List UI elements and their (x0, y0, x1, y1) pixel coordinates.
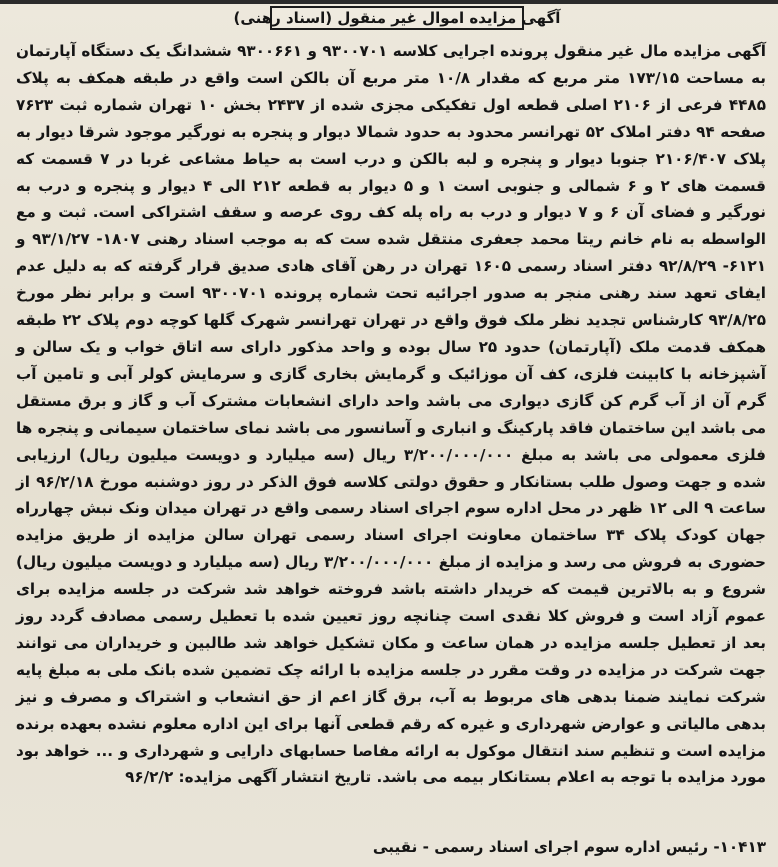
notice-heading: آگهی مزایده اموال غیر منقول (اسناد رهنی) (270, 6, 524, 30)
notice-signature: ۱۰۴۱۳- رئیس اداره سوم اجرای اسناد رسمی - نقیبی (372, 838, 766, 856)
top-border (0, 0, 778, 4)
notice-body: آگهی مزایده مال غیر منقول پرونده اجرایی کلاسه ۹۳۰۰۷۰۱ و ۹۳۰۰۶۶۱ ششدانگ یک دستگاه آپارتمان به مساحت ۱۷۳/۱۵ متر مربع که مقدار ۱۰/۸ متر مربع آن بالکن است واقع در طبقه همکف به پلاک ۴۴۸۵ فرعی از ۲۱۰۶ اصلی قطعه اول تفکیکی مجزی شده از ۲۴۳۷ بخش ۱۰ تهران شماره ثبت ۷۶۲۳ صفحه ۹۴ دفتر املاک ۵۲ تهرانسر محدود به حدود شمالا دیوار و پنجره به نورگیر موجود شرقا دیوار به پلاک ۲۱۰۶/۴۰۷ جنوبا دیوار و پنجره و لبه بالکن و درب است به حیاط مشاعی غربا در ۷ قسمت که قسمت های ۲ و ۶ شمالی و جنوبی است ۱ و ۵ دیوار به قطعه ۲۱۲ الی ۴ دیوار و پنجره و درب به نورگیر و فضای آن ۶ و ۷ دیوار و درب به راه پله کف روی عرصه و سقف اشتراکی است. ثبت و مع الواسطه به نام خانم ریتا محمد جعفری منتقل شده ست که به موجب اسناد رهنی ۱۸۰۷- ۹۳/۱/۲۷ و ۶۱۲۱- ۹۲/۸/۲۹ دفتر اسناد رسمی ۱۶۰۵ تهران در رهن آقای هادی صدیق قرار گرفته که به دلیل عدم ایفای تعهد سند رهنی منجر به صدور اجرائیه تحت شماره پرونده ۹۳۰۰۷۰۱ است و برابر نظر مورخ ۹۳/۸/۲۵ کارشناس تجدید نظر ملک فوق واقع در تهران تهرانسر شهرک گلها کوچه دوم پلاک ۲۲ طبقه همکف قدمت ملک (آپارتمان) حدود ۲۵ سال بوده و واحد مذکور دارای سه اتاق خواب و یک سالن و آشپزخانه با کابینت فلزی، کف آن موزائیک و گرمایش بخاری گازی و سرمایش کولر آبی و تامین آب گرم آن از آب گرم کن گازی دیواری می باشد واحد دارای انشعابات مشترک آب و گاز و برق مستقل می باشد این ساختمان فاقد پارکینگ و انباری و آسانسور می باشد نمای ساختمان سیمانی و پنجره ها فلزی معمولی می باشد به مبلغ ۳/۲۰۰/۰۰۰/۰۰۰ ریال (سه میلیارد و دویست میلیون ریال) ارزیابی شده و جهت وصول طلب بستانکار و حقوق دولتی کلاسه فوق الذکر در روز دوشنبه مورخ ۹۶/۲/۱۸ از ساعت ۹ الی ۱۲ ظهر در محل اداره سوم اجرای اسناد رسمی واقع در تهران میدان ونک نبش چهارراه جهان کودک پلاک ۳۴ ساختمان معاونت اجرای اسناد رسمی تهران سالن مزایده از طریق مزایده حضوری به فروش می رسد و مزایده از مبلغ ۳/۲۰۰/۰۰۰/۰۰۰ ریال (سه میلیارد و دویست میلیون ریال) شروع و به بالاترین قیمت که خریدار داشته باشد فروخته خواهد شد شرکت در جلسه مزایده برای عموم آزاد است و فروش کلا نقدی است چنانچه روز تعیین شده با تعطیل رسمی مصادف گردد روز بعد از تعطیل جلسه مزایده در همان ساعت و مکان تشکیل خواهد شد طالبین و خریداران می توانند جهت شرکت در مزایده در وقت مقرر در جلسه مزایده با ارائه چک تضمین شده بانک ملی به مبلغ پایه شرکت نمایند ضمنا بدهی های مربوط به آب، برق گاز اعم از حق انشعاب و اشتراک و مصرف و نیز بدهی مالیاتی و عوارض شهرداری و غیره که رقم قطعی آنها برای این اداره معلوم نشده بعهده برنده مزایده است و تنظیم سند انتقال موکول به ارائه مفاصا حسابهای دارایی و شهرداری و ... خواهد بود مورد مزایده با توجه به اعلام بستانکار بیمه می باشد. تاریخ انتشار آگهی مزایده: ۹۶/۲/۲ (16, 42, 767, 787)
